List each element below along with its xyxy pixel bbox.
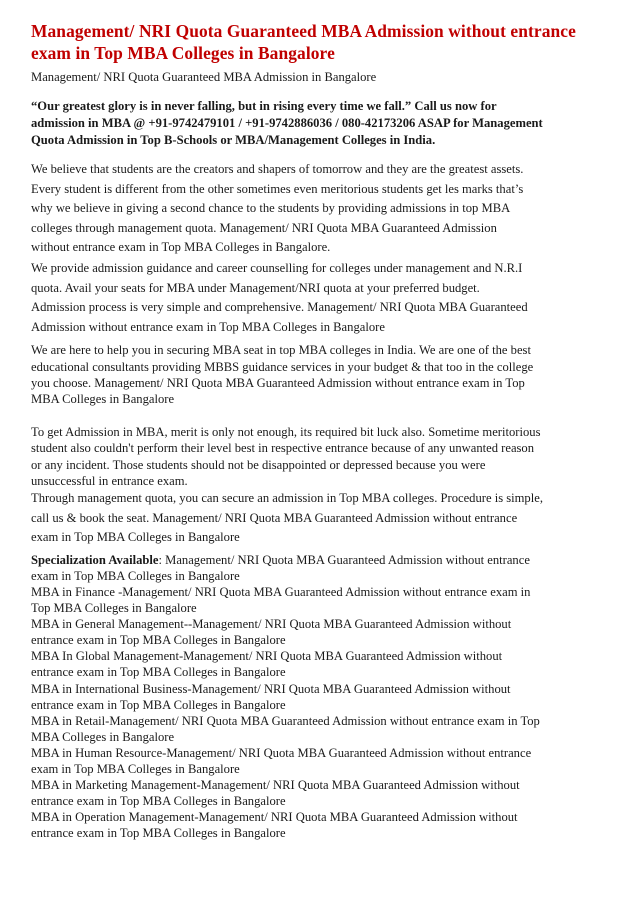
specialization-list xyxy=(31,552,611,842)
list-line: MBA Colleges in Bangalore xyxy=(31,729,175,744)
text-line: quota. Avail your seats for MBA under Management/NRI quota at your preferred budget. xyxy=(31,280,480,295)
paragraph-guidance xyxy=(31,259,611,337)
text-line: unsuccessful in entrance exam. xyxy=(31,473,188,488)
quote-line: admission in MBA @ +91-9742479101 / +91-9742886036 / 080-42173206 ASAP for Management xyxy=(31,116,543,130)
list-line: entrance exam in Top MBA Colleges in Bangalore xyxy=(31,697,286,712)
specialization-intro: : Management/ NRI Quota MBA Guaranteed Admission without entrance xyxy=(158,552,530,567)
quote-paragraph xyxy=(31,98,611,149)
page-title xyxy=(31,20,611,64)
specialization-label: Specialization Available xyxy=(31,552,159,567)
specialization-heading-line xyxy=(31,552,611,568)
text-line: or any incident. Those students should not be disappointed or depressed because you were xyxy=(31,457,486,472)
text-line: Through management quota, you can secure an admission in Top MBA colleges. Procedure is simple, xyxy=(31,490,543,505)
text-line: student also couldn't perform their level best in respective entrance because of any unwanted reason xyxy=(31,441,535,456)
list-line: MBA In Global Management-Management/ NRI Quota MBA Guaranteed Admission without xyxy=(31,649,503,664)
text-line: We are here to help you in securing MBA seat in top MBA colleges in India. We are one of the best xyxy=(31,343,531,358)
list-line: MBA in Finance -Management/ NRI Quota MBA Guaranteed Admission without entrance exam in xyxy=(31,584,531,599)
text-line: call us & book the seat. Management/ NRI Quota MBA Guaranteed Admission without entrance xyxy=(31,510,518,525)
paragraph-management-quota xyxy=(31,489,611,548)
text-line: without entrance exam in Top MBA Colleges in Bangalore. xyxy=(31,240,331,255)
list-line: MBA in Human Resource-Management/ NRI Quota MBA Guaranteed Admission without entrance xyxy=(31,745,532,760)
text-line: Every student is different from the other sometimes even meritorious students get les marks that’s xyxy=(31,181,524,196)
text-line: We provide admission guidance and career counselling for colleges under management and N.R.I xyxy=(31,260,523,275)
list-line: entrance exam in Top MBA Colleges in Bangalore xyxy=(31,665,286,680)
list-line: exam in Top MBA Colleges in Bangalore xyxy=(31,761,240,776)
title-line-2: exam in Top MBA Colleges in Bangalore xyxy=(31,43,335,63)
quote-line: Quota Admission in Top B-Schools or MBA/Management Colleges in India. xyxy=(31,133,436,147)
text-line: educational consultants providing MBBS guidance services in your budget & that too in the college xyxy=(31,359,534,374)
text-line: MBA Colleges in Bangalore xyxy=(31,391,175,406)
subtitle: Management/ NRI Quota Guaranteed MBA Admission in Bangalore xyxy=(31,70,377,84)
text-line: colleges through management quota. Management/ NRI Quota MBA Guaranteed Admission xyxy=(31,220,497,235)
list-line: MBA in International Business-Management/ NRI Quota MBA Guaranteed Admission without xyxy=(31,681,511,696)
paragraph-belief xyxy=(31,160,611,258)
list-line: entrance exam in Top MBA Colleges in Bangalore xyxy=(31,633,286,648)
title-line-1: Management/ NRI Quota Guaranteed MBA Admission without entrance xyxy=(31,21,576,41)
list-line: MBA in Marketing Management-Management/ NRI Quota MBA Guaranteed Admission without xyxy=(31,778,520,793)
text-line: We believe that students are the creators and shapers of tomorrow and they are the greatest assets. xyxy=(31,162,524,176)
text-line: you choose. Management/ NRI Quota MBA Guaranteed Admission without entrance exam in Top xyxy=(31,375,525,390)
text-line: why we believe in giving a second chance to the students by providing admissions in top MBA xyxy=(31,201,511,216)
paragraph-merit xyxy=(31,424,611,489)
list-line: entrance exam in Top MBA Colleges in Bangalore xyxy=(31,794,286,809)
list-line: entrance exam in Top MBA Colleges in Bangalore xyxy=(31,826,286,841)
list-line: MBA in Retail-Management/ NRI Quota MBA Guaranteed Admission without entrance exam in Top xyxy=(31,713,540,728)
text-line: exam in Top MBA Colleges in Bangalore xyxy=(31,530,240,545)
paragraph-help xyxy=(31,342,611,407)
text-line: Admission process is very simple and comprehensive. Management/ NRI Quota MBA Guaranteed xyxy=(31,300,528,315)
list-line: exam in Top MBA Colleges in Bangalore xyxy=(31,568,240,583)
list-line: Top MBA Colleges in Bangalore xyxy=(31,601,197,616)
text-line: To get Admission in MBA, merit is only not enough, its required bit luck also. Sometime meritorious xyxy=(31,425,541,440)
document-page xyxy=(31,20,611,841)
text-line: Admission without entrance exam in Top MBA Colleges in Bangalore xyxy=(31,319,385,334)
list-line: MBA in General Management--Management/ NRI Quota MBA Guaranteed Admission without xyxy=(31,617,512,632)
quote-line: “Our greatest glory is in never falling, but in rising every time we fall.” Call us now for xyxy=(31,99,497,113)
list-line: MBA in Operation Management-Management/ NRI Quota MBA Guaranteed Admission without xyxy=(31,810,518,825)
